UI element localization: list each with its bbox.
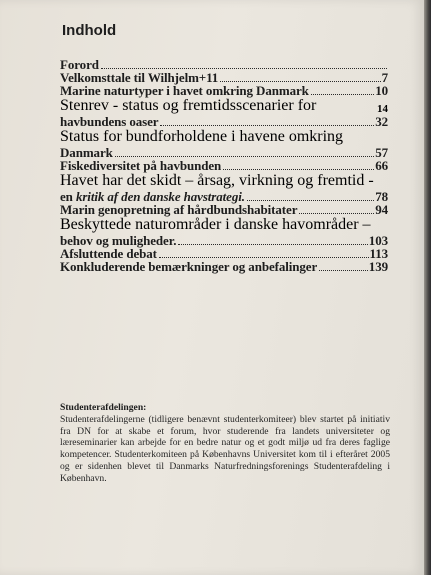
toc-entry-page: 94 <box>375 202 388 217</box>
toc-entry <box>60 159 388 172</box>
toc-entry-title: Velkomsttale til Wilhjelm+11 <box>60 70 219 85</box>
toc-entry-page: 66 <box>375 158 388 173</box>
toc-entry-page: 139 <box>368 259 388 274</box>
toc-entry <box>60 172 388 203</box>
toc-leader-dots <box>299 213 374 214</box>
toc-entry <box>60 97 388 128</box>
toc-entry-title-cont: Danmark <box>60 145 113 160</box>
toc-leader-dots <box>220 81 380 82</box>
toc-entry-title: Havet har det skidt – årsag, virkning og fremtid - <box>60 172 374 189</box>
toc-leader-dots <box>159 257 369 258</box>
toc-leader-dots <box>223 169 374 170</box>
toc-entry-title: Beskyttede naturområder i danske havområder – <box>60 216 371 233</box>
toc-entry-page: 113 <box>369 246 388 261</box>
toc-entry-title: Forord <box>60 57 99 72</box>
toc-entry-page: 78 <box>375 189 388 204</box>
footer-heading: Studenterafdelingen: <box>60 402 147 413</box>
toc-entry-page: 14 <box>377 103 388 115</box>
toc-leader-dots <box>115 156 374 157</box>
page-edge <box>424 0 431 575</box>
page-heading: Indhold <box>62 22 117 39</box>
toc-entry-title-cont: havbundens oaser <box>60 114 159 129</box>
toc-leader-dots <box>311 94 374 95</box>
toc-entry-page: 103 <box>368 233 388 248</box>
student-section-note <box>60 402 390 485</box>
toc-entry-title: Marin genopretning af hårdbundshabitater <box>60 202 298 217</box>
footer-body: Studenterafdelingerne (tidligere benævnt studenterkomiteer) blev startet på initiativ fra DN for at skabe et forum, hvor studerende fra landets universiteter og læreseminarier kan arbejde for en bedre natur og et godt miljø ud fra deres faglige kompetencer. Studenterkomiteen på Københavns Universitet kom til i efteråret 2005 og er sidenhen blevet til Danmarks Naturfredningsforenings Studenterafdeling i København. <box>60 413 390 484</box>
toc-entry-title: Marine naturtyper i havet omkring Danmark <box>60 83 309 98</box>
toc-leader-dots <box>160 125 374 126</box>
toc-entry-title: Afsluttende debat <box>60 246 157 261</box>
toc-leader-dots <box>178 244 367 245</box>
toc-entry-title-cont: behov og muligheder. <box>60 233 177 248</box>
toc-entry-title: Konkluderende bemærkninger og anbefalinger <box>60 259 318 274</box>
toc-entry-title-cont: en <box>60 189 76 204</box>
toc-leader-dots <box>319 270 368 271</box>
toc-entry-title: Fiskediversitet på havbunden <box>60 158 222 173</box>
toc-entry-page: 32 <box>375 114 388 129</box>
toc-entry-page: 10 <box>375 83 388 98</box>
table-of-contents <box>60 58 388 273</box>
toc-entry <box>60 128 388 159</box>
toc-entry-page: 7 <box>381 70 388 85</box>
toc-leader-dots <box>247 200 374 201</box>
toc-entry-title: Status for bundforholdene i havene omkring <box>60 128 344 145</box>
toc-entry-page: 57 <box>375 145 388 160</box>
toc-entry <box>60 216 388 247</box>
toc-entry-title-italic: kritik af den danske havstrategi. <box>75 189 245 204</box>
toc-entry <box>60 260 388 273</box>
toc-leader-dots <box>101 68 387 69</box>
toc-entry <box>60 84 388 97</box>
toc-entry-title: Stenrev - status og fremtidsscenarier for <box>60 97 317 114</box>
toc-entry <box>60 203 388 216</box>
